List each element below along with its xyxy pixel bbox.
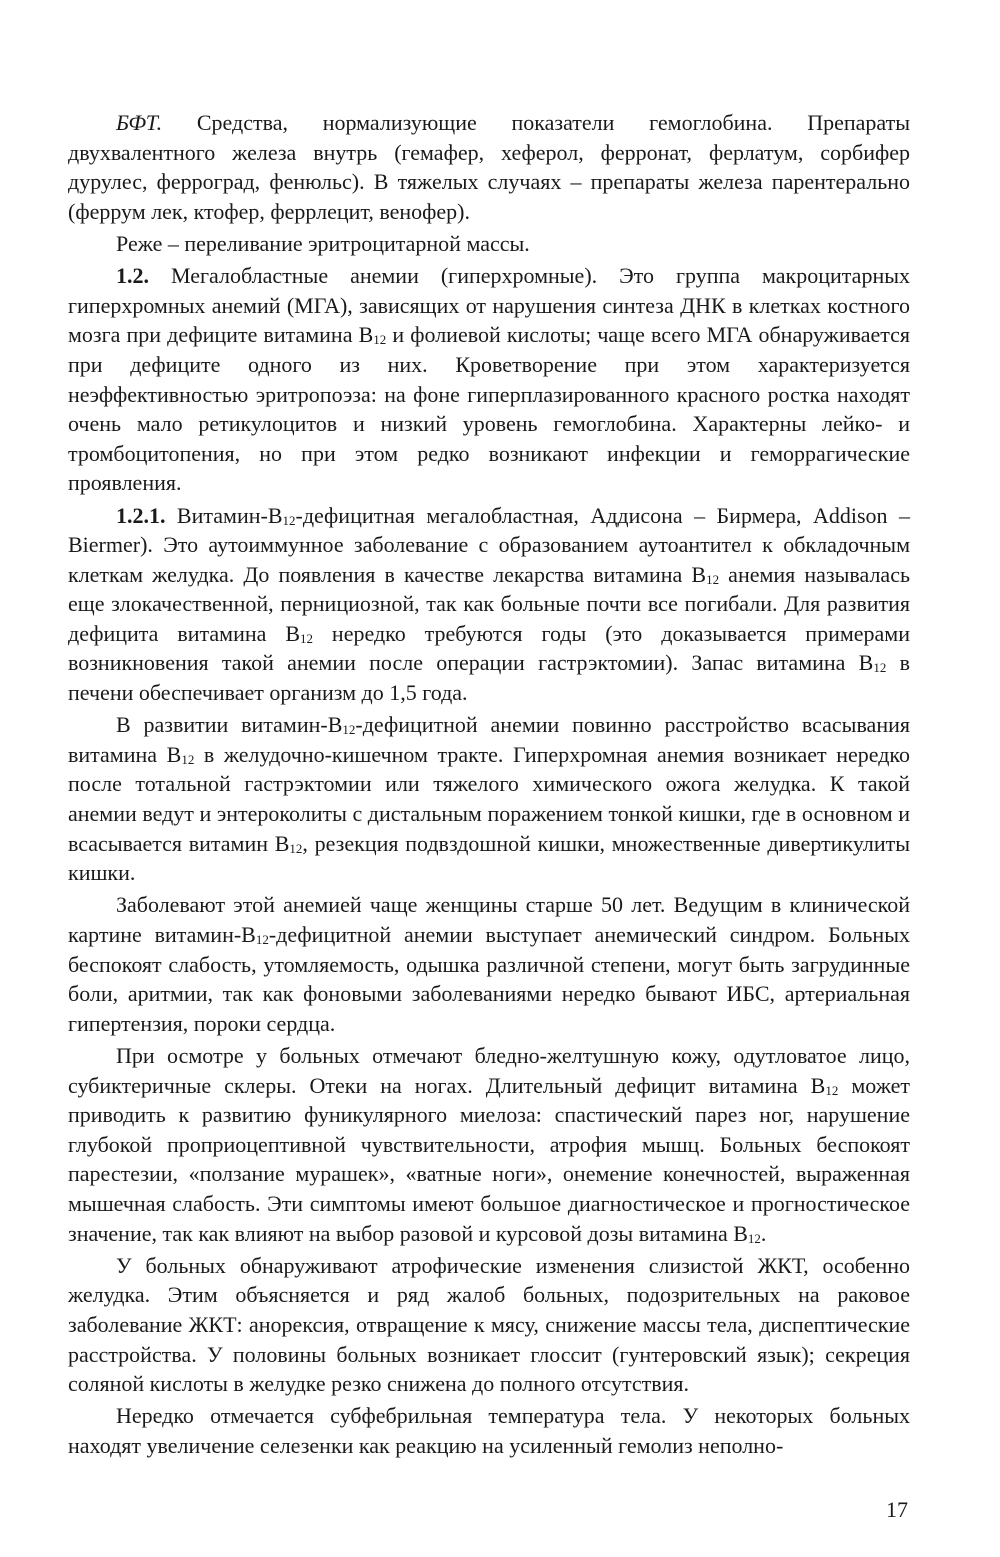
paragraph-anemic-syndrome: Заболевают этой анемией чаще женщины старше 50 лет. Ведущим в клинической картине витамин-$В_{12}$-дефицитной анемии выступает анемический синдром. Больных беспокоят слабость, утомляемость, одышка различной степени, могут быть загрудинные боли, аритмии, так как фоновыми заболеваниями нередко бывают ИБС, артериальная гипертензия, пороки сердца. [68,892,910,1036]
paragraph-absorption: В развитии витамин-$В_{12}$-дефицитной анемии повинно расстройство всасывания витамина $В_{12}$ в желудочно-кишечном тракте. Гиперхромная анемия возникает нередко после тотальной гастрэктомии или тяжелого химического ожога желудка. К такой анемии ведут и энтероколиты с дистальным поражением тонкой кишки, где в основном и всасывается витамин $В_{12}$, резекция подвздошной кишки, множественные дивертикулиты кишки. [68,712,910,886]
bft-abbrev: БФТ. [116,110,163,135]
paragraph-bft: БФТ. Средства, нормализующие показатели гемоглобина. Препараты двухвалентного железа внутрь (гемафер, хеферол, ферронат, ферлатум, сорбифер дурулес, ферроград, фенюльс). В тяжелых случаях – препараты железа парентерально (феррум лек, ктофер, феррлецит, венофер). [68,110,910,224]
body-text [68,108,910,1463]
paragraph-b12-deficiency: 1.2.1. Витамин-$В_{12}$-дефицитная мегалобластная, Аддисона – Бирмера, Addison – Biermer). Это аутоиммунное заболевание с образованием аутоантител к обкладочным клеткам желудка. До появления в качестве лекарства витамина $В_{12}$ анемия называлась еще злокачественной, пернициозной, так как больные почти все погибали. Для развития дефицита витамина $В_{12}$ нередко требуются годы (это доказывается примерами возникновения такой анемии после операции гастрэктомии). Запас витамина $В_{12}$ в печени обеспечивает организм до 1,5 года. [68,502,910,706]
page-number: 17 [886,1497,908,1522]
paragraph-transfusion: Реже – переливание эритроцитарной массы. [116,230,530,256]
section-number-1-2: 1.2. [116,263,149,289]
paragraph-gi-changes: У больных обнаруживают атрофические изменения слизистой ЖКТ, особенно желудка. Этим объясняется и ряд жалоб больных, подозрительных на раковое заболевание ЖКТ: анорексия, отвращение к мясу, снижение массы тела, диспептические расстройства. У половины больных возникает глоссит (гунтеровский язык); секреция соляной кислоты в желудке резко снижена до полного отсутствия. [68,1252,910,1397]
paragraph-megaloblastic: 1.2. Мегалобластные анемии (гиперхромные). Это группа макроцитарных гиперхромных анемий (МГА), зависящих от нарушения синтеза ДНК в клетках костного мозга при дефиците витамина $В_{12}$ и фолиевой кислоты; чаще всего МГА обнаруживается при дефиците одного из них. Кроветворение при этом характеризуется неэффективностью эритропоэза: на фоне гиперплазированного красного ростка находят очень мало ретикулоцитов и низкий уровень гемоглобина. Характерны лейко- и тромбоцитопения, но при этом редко возникают инфекции и геморрагические проявления. [68,263,911,496]
section-number-1-2-1: 1.2.1. [116,502,166,528]
paragraph-examination: При осмотре у больных отмечают бледно-желтушную кожу, одутловатое лицо, субиктеричные склеры. Отеки на ногах. Длительный дефицит витамина $В_{12}$ может приводить к развитию фуникулярного миелоза: спастический парез ног, нарушение глубокой проприоцептивной чувствительности, атрофия мышц. Больных беспокоят парестезии, «ползание мурашек», «ватные ноги», онемение конечностей, выраженная мышечная слабость. Эти симптомы имеют большое диагностическое и прогностическое значение, так как влияют на выбор разовой и курсовой дозы витамина $В_{12}$. [68,1042,910,1246]
paragraph-fever: Нередко отмечается субфебрильная температура тела. У некоторых больных находят увеличение селезенки как реакцию на усиленный гемолиз неполно- [68,1403,910,1458]
